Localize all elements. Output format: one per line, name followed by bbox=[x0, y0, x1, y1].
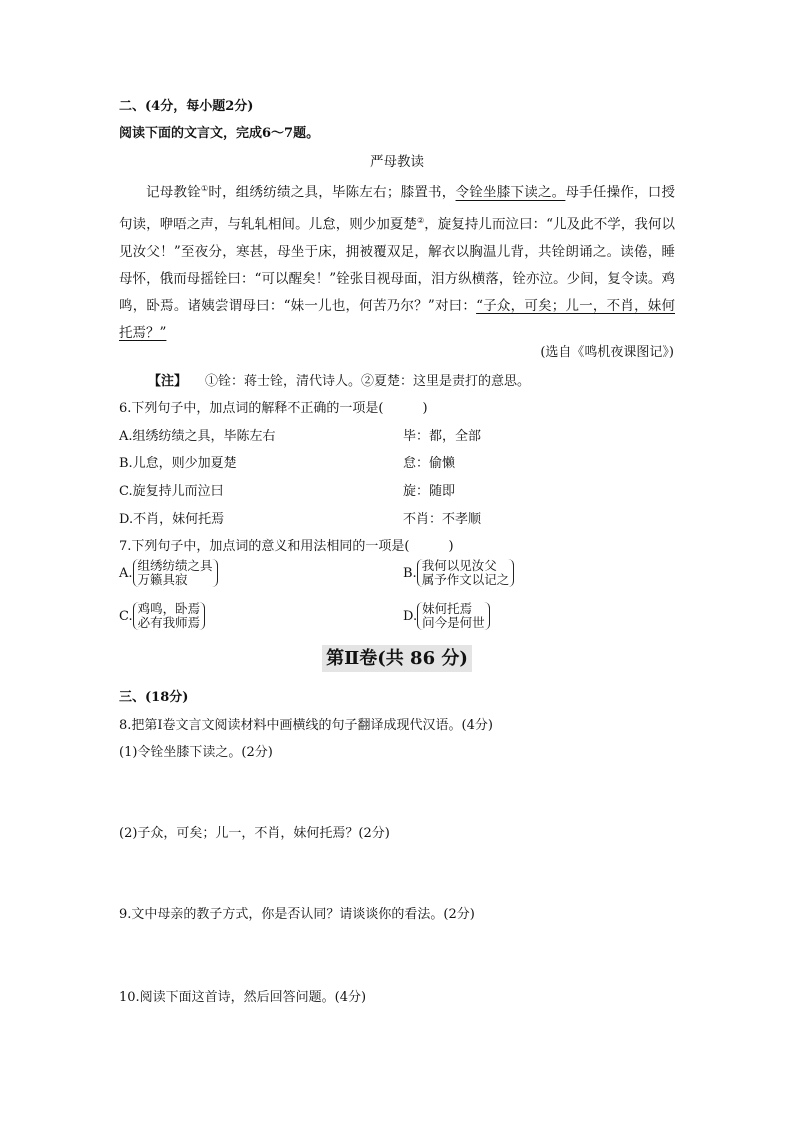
q7-option-b-letter: B. bbox=[403, 565, 417, 581]
q7-option-d-letter: D. bbox=[403, 608, 418, 624]
passage-title: 严母教读 bbox=[370, 154, 424, 170]
q7-option-c bbox=[119, 602, 205, 630]
q6-option-d: D.不肖，妹何托焉 bbox=[119, 512, 225, 527]
footnote-marker-2: ② bbox=[417, 215, 425, 225]
passage-text-1: 记母教铨 bbox=[146, 184, 201, 201]
question-8-part-1: (1)令铨坐膝下读之。(2分) bbox=[119, 745, 273, 760]
passage-text-2: 时，组绣纺绩之具，毕陈左右；膝置书， bbox=[208, 184, 456, 201]
part-2-title-text: 第Ⅱ卷(共 86 分) bbox=[322, 645, 472, 672]
part-2-title bbox=[0, 644, 794, 670]
q6-option-a: A.组绣纺绩之具，毕陈左右 bbox=[119, 429, 276, 444]
q7-option-c-line2: 必有我师焉 bbox=[137, 615, 201, 630]
question-8-part-2: (2)子众，可矣；儿一，不肖，妹何托焉？(2分) bbox=[119, 826, 390, 841]
question-7-stem: 7.下列句子中，加点词的意义和用法相同的一项是( ) bbox=[119, 539, 454, 554]
q7-option-c-line1: 鸡鸣，卧焉 bbox=[137, 601, 201, 616]
passage-text-3: 母手任操作，口授句读，咿唔之声，与轧轧相间。儿怠，则少加夏楚 bbox=[119, 184, 676, 233]
q6-option-d-explanation: 不肖：不孝顺 bbox=[403, 512, 482, 527]
note bbox=[148, 370, 530, 389]
q7-option-d-line1: 妹何托焉 bbox=[422, 601, 473, 616]
passage-body bbox=[119, 175, 675, 348]
section-2-heading: 二、(4分，每小题2分) bbox=[119, 99, 254, 114]
passage-source: (选自《鸣机夜课图记》) bbox=[540, 345, 674, 360]
question-9-stem: 9.文中母亲的教子方式，你是否认同？请谈谈你的看法。(2分) bbox=[119, 907, 475, 922]
q6-option-b-explanation: 怠：偷懒 bbox=[403, 456, 456, 471]
q6-option-c: C.旋复持儿而泣曰 bbox=[119, 484, 224, 499]
footnote-marker-1: ① bbox=[200, 184, 209, 193]
section-2-instruction: 阅读下面的文言文，完成6～7题。 bbox=[119, 126, 320, 141]
q6-option-c-explanation: 旋：随即 bbox=[403, 484, 456, 499]
q7-option-b-line2: 属予作文以记之 bbox=[421, 572, 510, 587]
q7-option-c-letter: C. bbox=[119, 608, 133, 624]
q7-option-a-line1: 组绣纺绩之具 bbox=[137, 558, 213, 573]
q7-option-a-letter: A. bbox=[119, 565, 133, 581]
q6-option-a-explanation: 毕：都，全部 bbox=[403, 429, 482, 444]
section-3-heading: 三、(18分) bbox=[119, 690, 189, 705]
q7-option-a-line2: 万籁具寂 bbox=[137, 572, 188, 587]
question-8-stem: 8.把第Ⅰ卷文言文阅读材料中画横线的句子翻译成现代汉语。(4分) bbox=[119, 718, 493, 733]
question-10-stem: 10.阅读下面这首诗，然后回答问题。(4分) bbox=[119, 990, 367, 1005]
underlined-sentence-1: 令铨坐膝下读之。 bbox=[455, 184, 566, 201]
note-text: ①铨：蒋士铨，清代诗人。②夏楚：这里是责打的意思。 bbox=[205, 374, 531, 389]
passage-text-4: ，旋复持儿而泣曰：“儿及此不学，我何以见汝父！”至夜分，寒甚，母坐于床，拥被覆双足，解衣以胸温儿背，共铨朗诵之。读倦，睡母怀，俄而母摇铨曰：“可以醒矣！”铨张目视母面，泪方纵横落，铨亦泣。少间，复令读。鸡鸣，卧焉。诸姨尝谓母曰：“妹一儿也，何苦乃尔？”对曰： bbox=[119, 216, 675, 315]
q7-option-d-line2: 问今是何世 bbox=[422, 615, 485, 630]
q7-option-b-line1: 我何以见汝父 bbox=[421, 558, 497, 573]
question-6-stem: 6.下列句子中，加点词的解释不正确的一项是( ) bbox=[119, 401, 428, 416]
q7-option-b bbox=[403, 559, 514, 587]
underlined-sentence-2: “子众，可矣；儿一，不肖，妹何托焉？” bbox=[119, 298, 675, 342]
q6-option-b: B.儿怠，则少加夏楚 bbox=[119, 456, 237, 471]
note-label: 【注】 bbox=[148, 374, 188, 389]
q7-option-a bbox=[119, 559, 218, 587]
q7-option-d bbox=[403, 602, 490, 630]
